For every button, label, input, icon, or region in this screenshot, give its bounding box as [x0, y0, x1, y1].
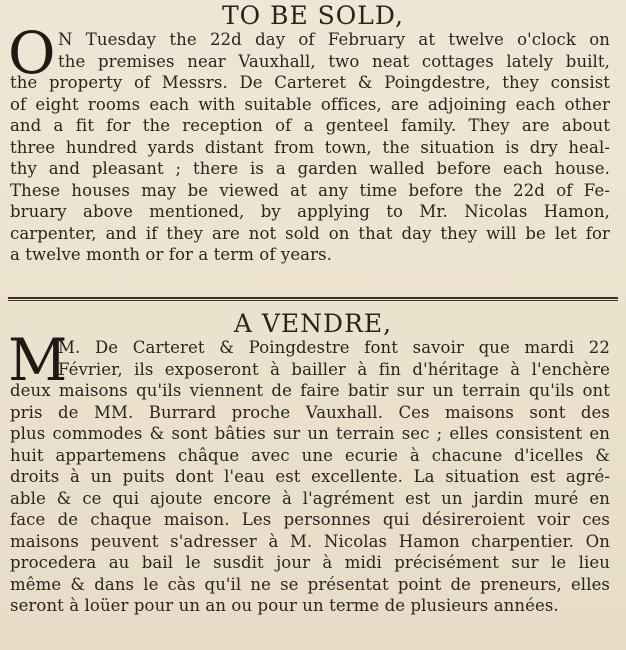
text-line: face de chaque maison. Les personnes qui désireroient voir ces — [10, 510, 610, 529]
text-line: and a fit for the reception of a genteel family. They are about — [10, 116, 610, 135]
text-line: même & dans le càs qu'il ne se présentat point de preneurs, elles — [10, 574, 610, 594]
text-line: deux maisons qu'ils viennent de faire batir sur un terrain qu'ils ont — [10, 381, 610, 400]
text-line: carpenter, and if they are not sold on that day they will be let for — [10, 223, 610, 243]
divider-thin — [8, 300, 618, 301]
text-line: the premises near Vauxhall, two neat cottages lately built, — [58, 51, 610, 71]
text-line: of eight rooms each with suitable offices, are adjoining each other — [10, 94, 610, 114]
text-line: procedera au bail le susdit jour à midi précisément sur le lieu — [10, 553, 610, 572]
text-line: Février, ils exposeront à bailler à fin d'héritage à l'enchère — [58, 359, 610, 379]
text-line: bruary above mentioned, by applying to Mr. Nicolas Hamon, — [10, 202, 610, 221]
heading-a-vendre: A VENDRE, — [233, 309, 393, 338]
text-line: huit appartemens châque avec une ecurie à chacune d'icelles & — [10, 445, 610, 465]
text-line: able & ce qui ajoute encore à l'agrément est un jardin muré en — [10, 488, 610, 508]
text-line: thy and pleasant ; there is a garden walled before each house. — [10, 159, 610, 178]
text-line: the property of Messrs. De Carteret & Poingdestre, they consist — [10, 73, 610, 92]
divider-thick — [8, 297, 618, 299]
french-notice-body — [10, 337, 610, 617]
dropcap-o: O — [8, 19, 56, 87]
text-line: N Tuesday the 22d day of February at twelve o'clock on — [58, 30, 610, 49]
text-line: a twelve month or for a term of years. — [10, 245, 333, 264]
text-line: M. De Carteret & Poingdestre font savoir que mardi 22 — [58, 338, 610, 357]
heading-to-be-sold: TO BE SOLD, — [221, 1, 404, 30]
text-line: droits à un puits dont l'eau est excellente. La situation est agré- — [10, 467, 610, 486]
text-line: seront à loüer pour un an ou pour un terme de plusieurs années. — [10, 596, 559, 615]
text-line: plus commodes & sont bâties sur un terrain sec ; elles consistent en — [10, 424, 610, 443]
text-line: three hundred yards distant from town, the situation is dry heal- — [10, 137, 610, 157]
dropcap-m: M — [8, 326, 68, 394]
text-line: maisons peuvent s'adresser à M. Nicolas Hamon charpentier. On — [10, 531, 610, 551]
text-line: These houses may be viewed at any time before the 22d of Fe- — [10, 180, 610, 200]
text-line: pris de MM. Burrard proche Vauxhall. Ces maisons sont des — [10, 402, 610, 422]
english-notice-body — [10, 29, 610, 266]
